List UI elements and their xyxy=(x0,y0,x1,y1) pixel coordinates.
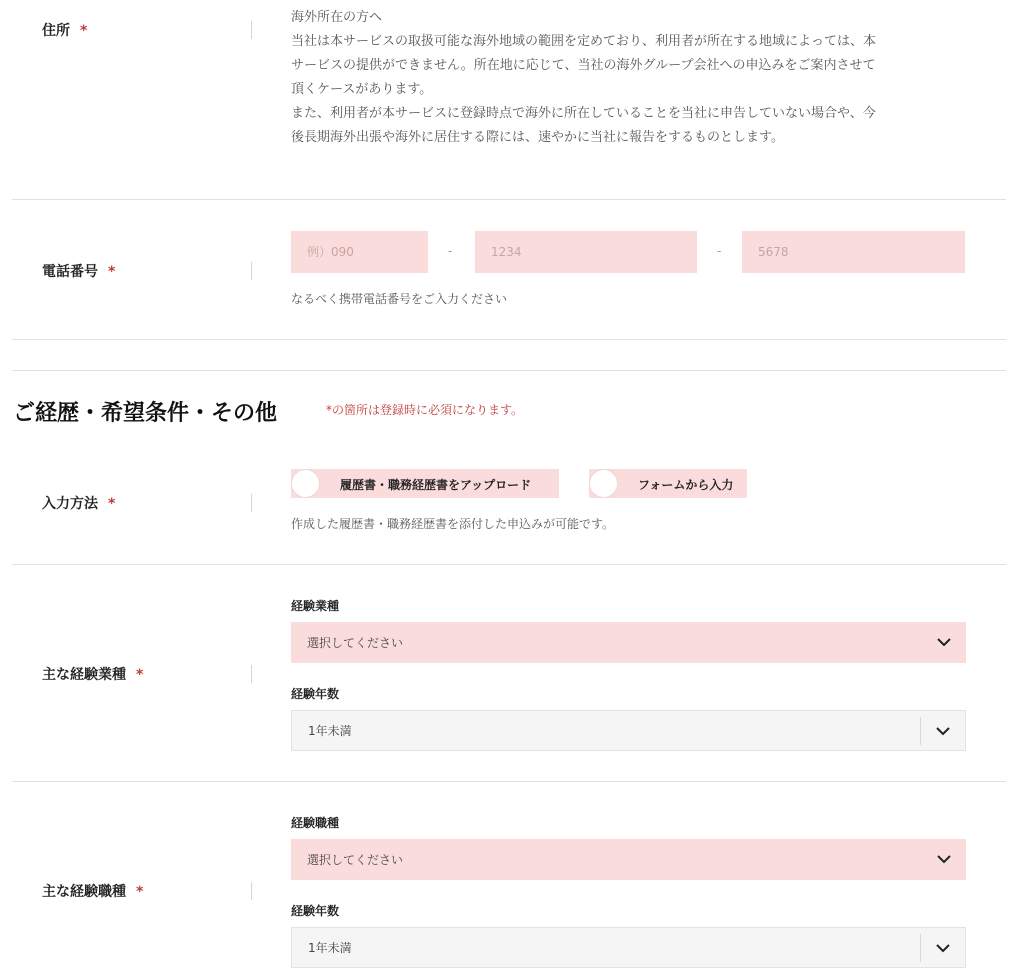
row-divider xyxy=(12,199,1006,200)
phone-separator: - xyxy=(448,244,453,258)
job-field-label: 経験職種 xyxy=(291,816,340,830)
job-years-select[interactable] xyxy=(291,927,966,968)
address-label-text: 住所 xyxy=(42,23,70,39)
phone-label xyxy=(42,261,115,281)
industry-field-label: 経験業種 xyxy=(291,599,340,613)
chevron-down-icon xyxy=(936,851,952,867)
chevron-down-icon xyxy=(935,940,951,956)
radio-upload-label: 履歴書・職務経歴書をアップロード xyxy=(340,478,532,492)
required-mark: * xyxy=(136,884,144,900)
notice-line: 当社は本サービスの取扱可能な海外地域の範囲を定めており、利用者が所在する地域によっては、本 xyxy=(291,34,877,49)
required-mark: * xyxy=(136,667,144,683)
select-value: 1年未満 xyxy=(308,724,352,738)
input-method-hint: 作成した履歴書・職務経歴書を添付した申込みが可能です。 xyxy=(291,517,615,531)
job-label-text: 主な経験職種 xyxy=(42,884,126,900)
label-divider xyxy=(251,262,252,280)
phone-hint: なるべく携帯電話番号をご入力ください xyxy=(291,292,508,306)
phone-part1-input[interactable] xyxy=(291,231,428,273)
radio-circle[interactable] xyxy=(291,469,320,498)
phone-label-text: 電話番号 xyxy=(42,264,98,280)
row-divider xyxy=(12,781,1006,782)
chevron-down-icon xyxy=(935,723,951,739)
required-mark: * xyxy=(80,23,88,39)
label-divider xyxy=(251,665,252,683)
industry-select[interactable] xyxy=(291,622,966,663)
select-divider xyxy=(920,934,921,962)
notice-line: また、利用者が本サービスに登録時点で海外に所在していることを当社に申告していない場合や、今 xyxy=(291,106,876,121)
address-label xyxy=(42,20,87,40)
required-mark: * xyxy=(108,264,116,280)
label-divider xyxy=(251,21,252,39)
select-value: 選択してください xyxy=(307,636,404,650)
notice-line: 頂くケースがあります。 xyxy=(291,82,433,97)
label-divider xyxy=(251,494,252,512)
radio-form-label: フォームから入力 xyxy=(638,478,734,492)
overseas-notice xyxy=(291,6,971,150)
radio-upload-option[interactable] xyxy=(291,469,559,498)
select-divider xyxy=(920,717,921,745)
section-divider xyxy=(12,370,1006,371)
notice-line: 後長期海外出張や海外に居住する際には、速やかに当社に報告をするものとします。 xyxy=(291,130,784,145)
label-divider xyxy=(251,882,252,900)
job-label xyxy=(42,881,143,901)
input-method-label xyxy=(42,493,115,513)
radio-form-option[interactable] xyxy=(589,469,747,498)
industry-years-select[interactable] xyxy=(291,710,966,751)
industry-years-label: 経験年数 xyxy=(291,687,340,701)
select-value: 1年未満 xyxy=(308,941,352,955)
row-divider xyxy=(12,564,1006,565)
row-divider xyxy=(12,339,1006,340)
notice-line: サービスの提供ができません。所在地に応じて、当社の海外グループ会社への申込みをご案内させて xyxy=(291,58,876,73)
phone-part2-input[interactable] xyxy=(475,231,697,273)
radio-circle[interactable] xyxy=(589,469,618,498)
phone-separator: - xyxy=(717,244,722,258)
industry-label xyxy=(42,664,143,684)
chevron-down-icon xyxy=(936,634,952,650)
select-value: 選択してください xyxy=(307,853,404,867)
section-title: ご経歴・希望条件・その他 xyxy=(13,401,278,426)
notice-line: 海外所在の方へ xyxy=(291,10,383,25)
required-mark: * xyxy=(108,496,116,512)
phone-part3-input[interactable] xyxy=(742,231,965,273)
industry-label-text: 主な経験業種 xyxy=(42,667,126,683)
job-select[interactable] xyxy=(291,839,966,880)
required-note: *の箇所は登録時に必須になります。 xyxy=(326,403,524,417)
job-years-label: 経験年数 xyxy=(291,904,340,918)
input-method-label-text: 入力方法 xyxy=(42,496,98,512)
